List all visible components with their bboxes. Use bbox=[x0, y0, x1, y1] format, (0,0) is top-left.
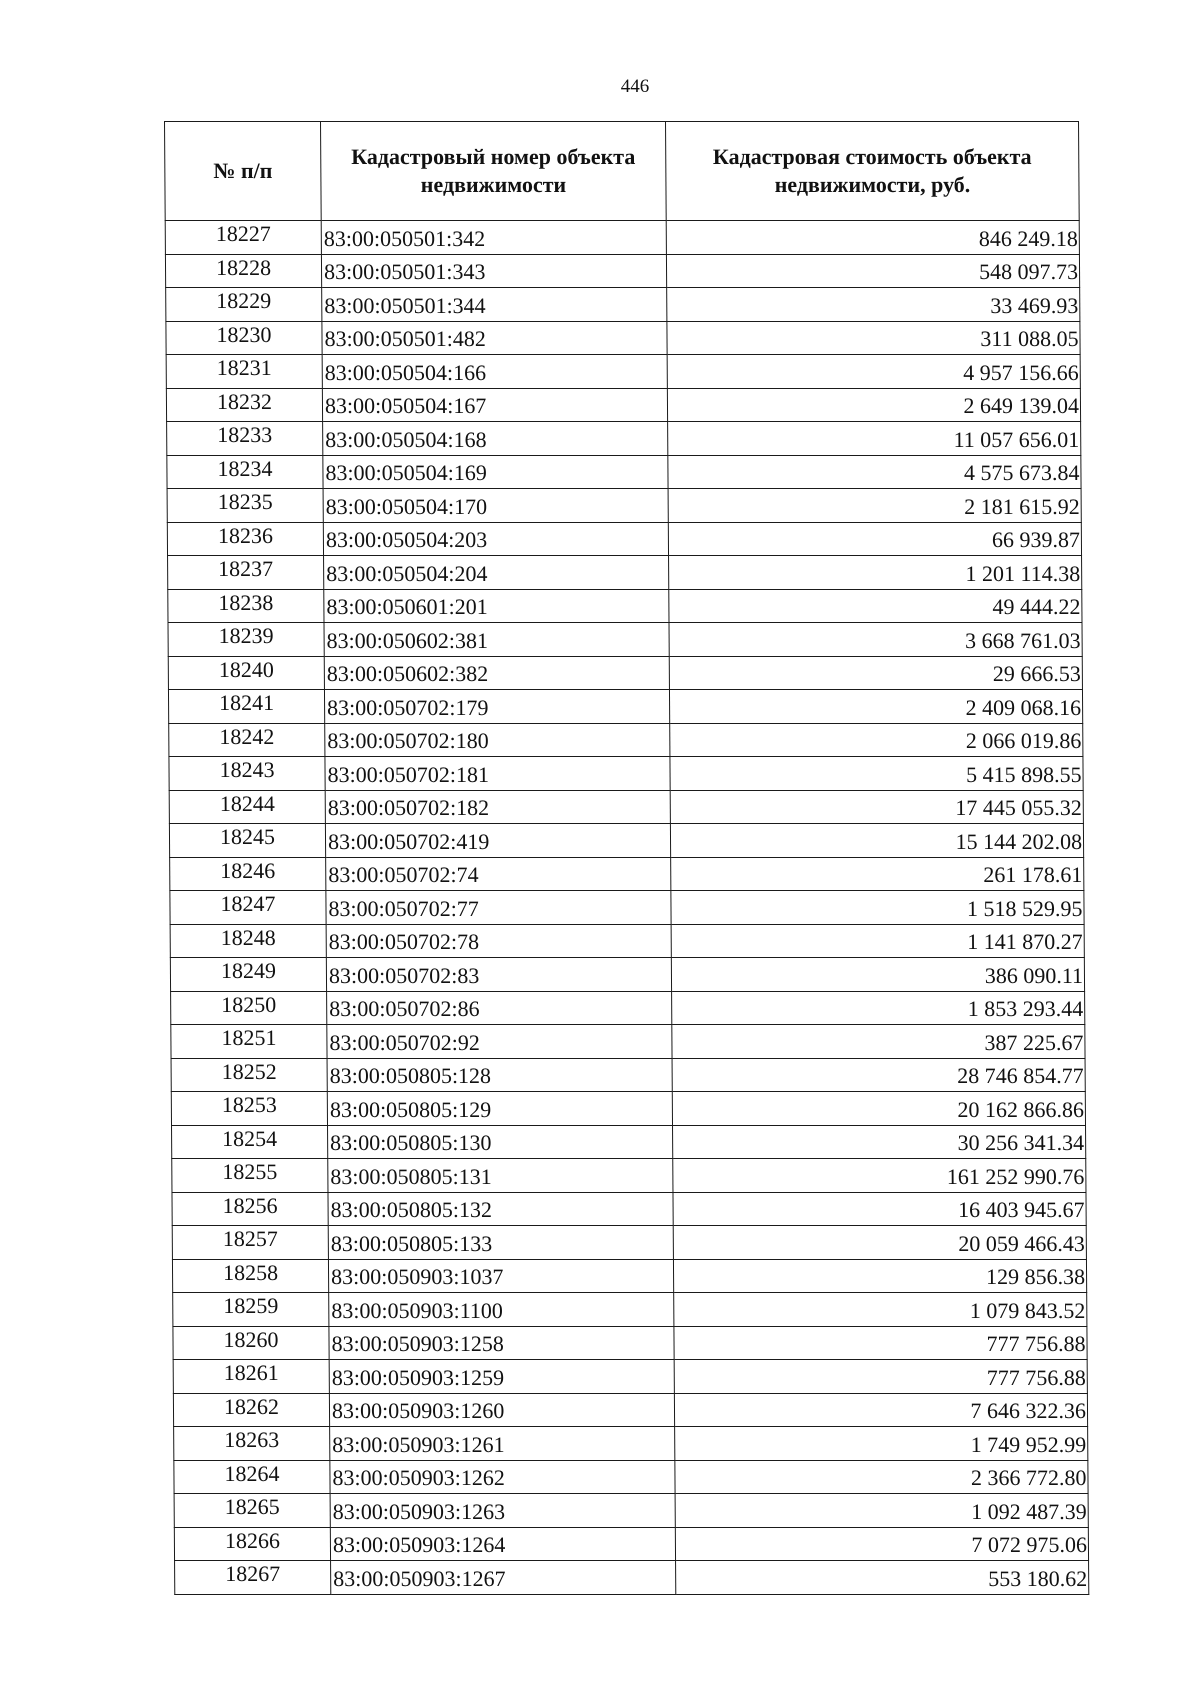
row-number-cell: 18261 bbox=[173, 1360, 329, 1394]
row-number-cell: 18257 bbox=[172, 1226, 328, 1260]
cadastral-number-cell: 83:00:050805:128 bbox=[327, 1058, 672, 1092]
cadastral-value-cell: 311 088.05 bbox=[667, 321, 1080, 355]
row-number-cell: 18245 bbox=[169, 824, 325, 858]
table-row bbox=[169, 790, 1083, 824]
table-row bbox=[166, 388, 1080, 422]
table-header bbox=[165, 122, 1080, 221]
table-row bbox=[168, 556, 1082, 590]
cadastral-value-cell: 17 445 055.32 bbox=[670, 790, 1083, 824]
table-row bbox=[174, 1460, 1088, 1494]
cadastral-number-cell: 83:00:050702:180 bbox=[325, 723, 670, 757]
header-cadastral-number: Кадастровый номер объекта недвижимости bbox=[321, 122, 667, 221]
row-number-cell: 18230 bbox=[166, 321, 322, 355]
row-number-cell: 18258 bbox=[172, 1259, 328, 1293]
cadastral-number-cell: 83:00:050805:129 bbox=[327, 1092, 672, 1126]
row-number-cell: 18228 bbox=[165, 254, 321, 288]
table-row bbox=[166, 355, 1080, 389]
row-number-cell: 18242 bbox=[169, 723, 325, 757]
cadastral-number-cell: 83:00:050903:1037 bbox=[328, 1259, 673, 1293]
cadastral-number-cell: 83:00:050504:168 bbox=[323, 422, 668, 456]
cadastral-number-cell: 83:00:050504:203 bbox=[323, 522, 668, 556]
cadastral-number-cell: 83:00:050702:181 bbox=[325, 757, 670, 791]
cadastral-value-cell: 2 649 139.04 bbox=[667, 388, 1080, 422]
cadastral-number-cell: 83:00:050504:169 bbox=[323, 455, 668, 489]
cadastral-value-cell: 16 403 945.67 bbox=[673, 1192, 1086, 1226]
cadastral-value-cell: 1 749 952.99 bbox=[675, 1427, 1088, 1461]
cadastral-value-cell: 49 444.22 bbox=[669, 589, 1082, 623]
row-number-cell: 18241 bbox=[168, 690, 324, 724]
cadastral-number-cell: 83:00:050903:1262 bbox=[330, 1460, 675, 1494]
row-number-cell: 18260 bbox=[173, 1326, 329, 1360]
cadastral-value-cell: 1 092 487.39 bbox=[675, 1494, 1088, 1528]
table-row bbox=[167, 489, 1081, 523]
table-row bbox=[172, 1192, 1086, 1226]
cadastral-value-cell: 553 180.62 bbox=[676, 1561, 1089, 1595]
row-number-cell: 18243 bbox=[169, 757, 325, 791]
cadastral-value-cell: 3 668 761.03 bbox=[669, 623, 1082, 657]
cadastral-number-cell: 83:00:050903:1258 bbox=[329, 1326, 674, 1360]
row-number-cell: 18255 bbox=[172, 1159, 328, 1193]
row-number-cell: 18264 bbox=[174, 1460, 330, 1494]
table-body bbox=[165, 221, 1089, 1595]
cadastral-value-cell: 387 225.67 bbox=[672, 1025, 1085, 1059]
row-number-cell: 18248 bbox=[170, 924, 326, 958]
table-row bbox=[171, 1058, 1085, 1092]
row-number-cell: 18237 bbox=[168, 556, 324, 590]
cadastral-table-container bbox=[164, 121, 1088, 1595]
cadastral-number-cell: 83:00:050805:130 bbox=[328, 1125, 673, 1159]
cadastral-value-cell: 15 144 202.08 bbox=[670, 824, 1083, 858]
cadastral-value-cell: 386 090.11 bbox=[671, 958, 1084, 992]
cadastral-number-cell: 83:00:050805:132 bbox=[328, 1192, 673, 1226]
table-row bbox=[167, 522, 1081, 556]
cadastral-number-cell: 83:00:050903:1267 bbox=[331, 1561, 676, 1595]
cadastral-number-cell: 83:00:050702:86 bbox=[327, 991, 672, 1025]
table-row bbox=[170, 857, 1084, 891]
cadastral-number-cell: 83:00:050805:133 bbox=[328, 1226, 673, 1260]
table-row bbox=[170, 924, 1084, 958]
cadastral-value-cell: 4 575 673.84 bbox=[668, 455, 1081, 489]
cadastral-number-cell: 83:00:050702:77 bbox=[326, 891, 671, 925]
cadastral-number-cell: 83:00:050702:179 bbox=[324, 690, 669, 724]
row-number-cell: 18252 bbox=[171, 1058, 327, 1092]
cadastral-value-cell: 261 178.61 bbox=[671, 857, 1084, 891]
row-number-cell: 18250 bbox=[171, 991, 327, 1025]
table-row bbox=[167, 422, 1081, 456]
cadastral-value-cell: 1 201 114.38 bbox=[669, 556, 1082, 590]
header-row-number: № п/п bbox=[165, 122, 322, 221]
cadastral-value-cell: 66 939.87 bbox=[668, 522, 1081, 556]
row-number-cell: 18235 bbox=[167, 489, 323, 523]
row-number-cell: 18229 bbox=[166, 288, 322, 322]
cadastral-number-cell: 83:00:050903:1263 bbox=[330, 1494, 675, 1528]
table-row bbox=[169, 824, 1083, 858]
cadastral-value-cell: 1 518 529.95 bbox=[671, 891, 1084, 925]
row-number-cell: 18254 bbox=[172, 1125, 328, 1159]
row-number-cell: 18240 bbox=[168, 656, 324, 690]
header-cadastral-value: Кадастровая стоимость объекта недвижимости, руб. bbox=[666, 122, 1080, 221]
header-row bbox=[165, 122, 1080, 221]
cadastral-value-cell: 29 666.53 bbox=[669, 656, 1082, 690]
table-row bbox=[173, 1360, 1087, 1394]
row-number-cell: 18259 bbox=[173, 1293, 329, 1327]
table-row bbox=[174, 1494, 1088, 1528]
table-row bbox=[173, 1293, 1087, 1327]
cadastral-number-cell: 83:00:050504:204 bbox=[324, 556, 669, 590]
table-row bbox=[171, 1092, 1085, 1126]
cadastral-number-cell: 83:00:050602:382 bbox=[324, 656, 669, 690]
cadastral-value-cell: 2 066 019.86 bbox=[670, 723, 1083, 757]
cadastral-value-cell: 2 409 068.16 bbox=[669, 690, 1082, 724]
row-number-cell: 18244 bbox=[169, 790, 325, 824]
cadastral-value-cell: 33 469.93 bbox=[667, 288, 1080, 322]
row-number-cell: 18249 bbox=[170, 958, 326, 992]
table-row bbox=[166, 288, 1080, 322]
cadastral-number-cell: 83:00:050805:131 bbox=[328, 1159, 673, 1193]
row-number-cell: 18266 bbox=[174, 1527, 330, 1561]
table-row bbox=[173, 1393, 1087, 1427]
cadastral-number-cell: 83:00:050702:83 bbox=[326, 958, 671, 992]
cadastral-value-cell: 28 746 854.77 bbox=[672, 1058, 1085, 1092]
cadastral-value-cell: 11 057 656.01 bbox=[668, 422, 1081, 456]
table-row bbox=[172, 1125, 1086, 1159]
cadastral-number-cell: 83:00:050702:419 bbox=[325, 824, 670, 858]
row-number-cell: 18246 bbox=[170, 857, 326, 891]
cadastral-value-cell: 7 072 975.06 bbox=[675, 1527, 1088, 1561]
table-row bbox=[168, 623, 1082, 657]
row-number-cell: 18231 bbox=[166, 355, 322, 389]
table-row bbox=[169, 757, 1083, 791]
cadastral-value-cell: 129 856.38 bbox=[673, 1259, 1086, 1293]
table-row bbox=[165, 254, 1079, 288]
cadastral-number-cell: 83:00:050501:482 bbox=[322, 321, 667, 355]
row-number-cell: 18239 bbox=[168, 623, 324, 657]
row-number-cell: 18251 bbox=[171, 1025, 327, 1059]
table-row bbox=[168, 656, 1082, 690]
cadastral-number-cell: 83:00:050504:167 bbox=[322, 388, 667, 422]
cadastral-value-cell: 2 181 615.92 bbox=[668, 489, 1081, 523]
cadastral-number-cell: 83:00:050601:201 bbox=[324, 589, 669, 623]
cadastral-value-cell: 548 097.73 bbox=[666, 254, 1079, 288]
row-number-cell: 18234 bbox=[167, 455, 323, 489]
table-row bbox=[172, 1259, 1086, 1293]
table-row bbox=[169, 723, 1083, 757]
cadastral-value-cell: 4 957 156.66 bbox=[667, 355, 1080, 389]
table-row bbox=[165, 221, 1079, 255]
cadastral-value-cell: 30 256 341.34 bbox=[673, 1125, 1086, 1159]
cadastral-value-cell: 777 756.88 bbox=[674, 1326, 1087, 1360]
cadastral-number-cell: 83:00:050602:381 bbox=[324, 623, 669, 657]
cadastral-number-cell: 83:00:050702:74 bbox=[326, 857, 671, 891]
cadastral-value-cell: 7 646 322.36 bbox=[674, 1393, 1087, 1427]
table-row bbox=[170, 891, 1084, 925]
cadastral-value-cell: 1 853 293.44 bbox=[672, 991, 1085, 1025]
cadastral-number-cell: 83:00:050702:182 bbox=[325, 790, 670, 824]
row-number-cell: 18233 bbox=[167, 422, 323, 456]
cadastral-value-cell: 5 415 898.55 bbox=[670, 757, 1083, 791]
table-row bbox=[168, 690, 1082, 724]
row-number-cell: 18263 bbox=[174, 1427, 330, 1461]
row-number-cell: 18227 bbox=[165, 221, 321, 255]
table-row bbox=[174, 1527, 1088, 1561]
row-number-cell: 18262 bbox=[173, 1393, 329, 1427]
page-number: 446 bbox=[620, 76, 650, 97]
row-number-cell: 18247 bbox=[170, 891, 326, 925]
row-number-cell: 18253 bbox=[171, 1092, 327, 1126]
cadastral-number-cell: 83:00:050702:78 bbox=[326, 924, 671, 958]
row-number-cell: 18256 bbox=[172, 1192, 328, 1226]
row-number-cell: 18238 bbox=[168, 589, 324, 623]
cadastral-value-cell: 20 059 466.43 bbox=[673, 1226, 1086, 1260]
table-row bbox=[173, 1326, 1087, 1360]
cadastral-number-cell: 83:00:050501:344 bbox=[322, 288, 667, 322]
cadastral-number-cell: 83:00:050903:1264 bbox=[330, 1527, 675, 1561]
table-row bbox=[172, 1226, 1086, 1260]
cadastral-value-cell: 1 079 843.52 bbox=[674, 1293, 1087, 1327]
table-row bbox=[166, 321, 1080, 355]
cadastral-value-cell: 2 366 772.80 bbox=[675, 1460, 1088, 1494]
cadastral-number-cell: 83:00:050903:1100 bbox=[329, 1293, 674, 1327]
cadastral-number-cell: 83:00:050501:343 bbox=[321, 254, 666, 288]
table-row bbox=[174, 1427, 1088, 1461]
cadastral-number-cell: 83:00:050504:170 bbox=[323, 489, 668, 523]
cadastral-number-cell: 83:00:050903:1260 bbox=[329, 1393, 674, 1427]
cadastral-value-cell: 846 249.18 bbox=[666, 221, 1079, 255]
cadastral-number-cell: 83:00:050702:92 bbox=[327, 1025, 672, 1059]
table-row bbox=[172, 1159, 1086, 1193]
cadastral-value-cell: 20 162 866.86 bbox=[672, 1092, 1085, 1126]
cadastral-number-cell: 83:00:050903:1261 bbox=[330, 1427, 675, 1461]
cadastral-number-cell: 83:00:050501:342 bbox=[321, 221, 666, 255]
table-row bbox=[175, 1561, 1089, 1595]
cadastral-value-table bbox=[164, 121, 1089, 1595]
table-row bbox=[171, 1025, 1085, 1059]
row-number-cell: 18236 bbox=[167, 522, 323, 556]
cadastral-number-cell: 83:00:050903:1259 bbox=[329, 1360, 674, 1394]
cadastral-value-cell: 161 252 990.76 bbox=[673, 1159, 1086, 1193]
table-row bbox=[170, 958, 1084, 992]
cadastral-number-cell: 83:00:050504:166 bbox=[322, 355, 667, 389]
row-number-cell: 18265 bbox=[174, 1494, 330, 1528]
table-row bbox=[168, 589, 1082, 623]
row-number-cell: 18232 bbox=[166, 388, 322, 422]
table-row bbox=[167, 455, 1081, 489]
cadastral-value-cell: 777 756.88 bbox=[674, 1360, 1087, 1394]
table-row bbox=[171, 991, 1085, 1025]
row-number-cell: 18267 bbox=[175, 1561, 331, 1595]
cadastral-value-cell: 1 141 870.27 bbox=[671, 924, 1084, 958]
